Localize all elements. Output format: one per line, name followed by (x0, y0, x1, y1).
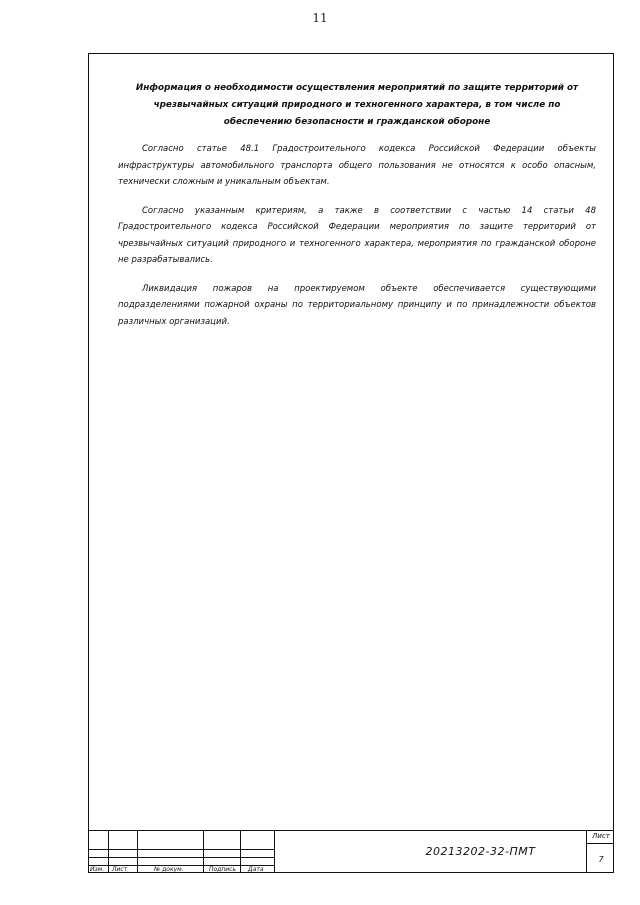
paragraph-1: Согласно статье 48.1 Градостроительного кодекса Российской Федерации объекты инфраструктуры автомобильного транспорта общего пользования не относятся к особо опасным, технически сложным и уникальным объектам. (118, 144, 596, 187)
col-doc: № докум. (154, 866, 184, 873)
sheet-label: Лист (592, 832, 610, 840)
title-block (88, 830, 614, 873)
page-number: 11 (312, 11, 328, 25)
section-heading: Информация о необходимости осуществления мероприятий по защите территорий от чрезвычайных ситуаций природного и техногенного характера, в том числе по обеспечению безопасности и гражданской обороне (135, 83, 579, 127)
document-code: 20213202-32-ПМТ (425, 845, 536, 858)
paragraph-2: Согласно указанным критериям, а также в соответствии с частью 14 статьи 48 Градостроительного кодекса Российской Федерации мероприятия по защите территорий от чрезвычайных ситуаций природного и техногенного характера, мероприятия по гражданской обороне не разрабатывались. (118, 205, 596, 265)
col-signature: Подпись (209, 866, 236, 873)
col-list: Лист (112, 866, 128, 873)
col-date: Дата (248, 866, 264, 873)
col-izm: Изм. (90, 866, 105, 873)
sheet-number: 7 (598, 855, 604, 864)
document-body (118, 80, 596, 342)
paragraph-3: Ликвидация пожаров на проектируемом объекте обеспечивается существующими подразделениями пожарной охраны по территориальному принципу и по принадлежности объектов различных организаций. (118, 283, 596, 327)
